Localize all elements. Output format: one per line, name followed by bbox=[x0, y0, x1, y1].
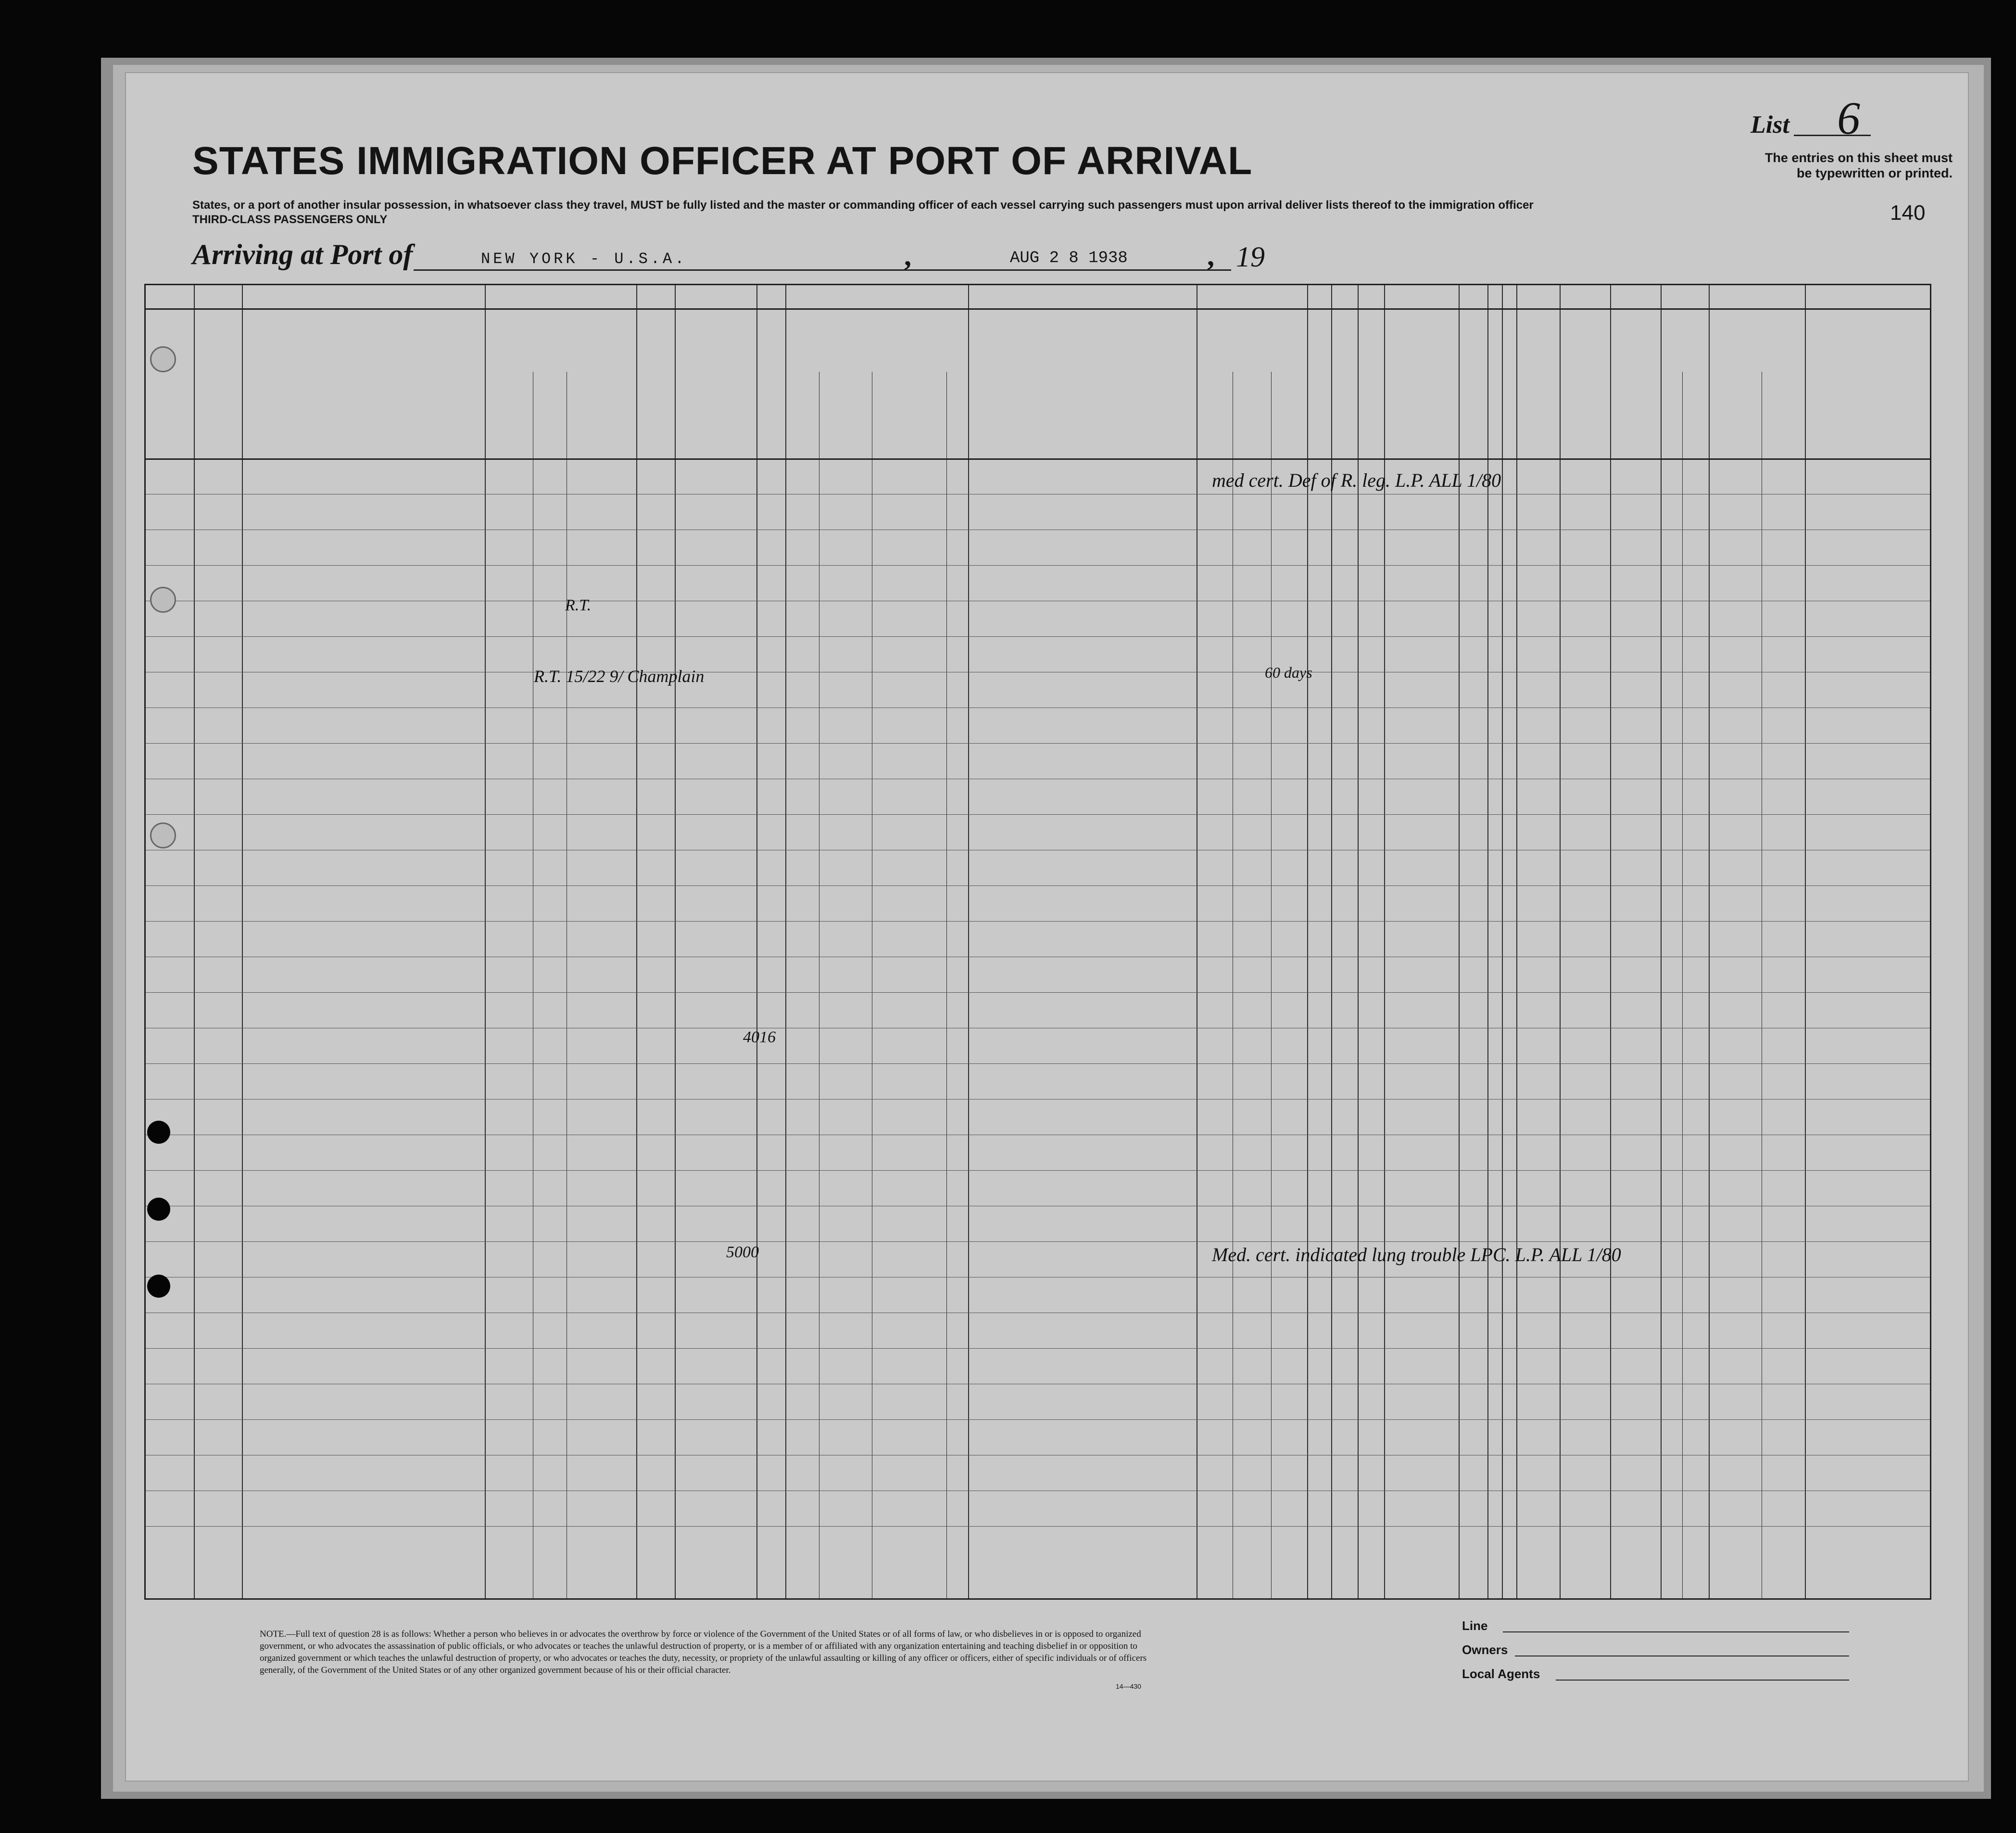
handwritten-note-row-22: Med. cert. indicated lung trouble LPC. L.P. ALL 1/80 bbox=[1212, 1244, 1621, 1265]
header-purpose-citizen bbox=[1275, 314, 1304, 454]
punch-hole bbox=[150, 587, 176, 613]
column-divider bbox=[675, 285, 676, 1598]
header-polygamist bbox=[1334, 314, 1353, 454]
year-label: 19 bbox=[1236, 241, 1265, 273]
header-anarchist bbox=[1360, 314, 1379, 454]
row-rule bbox=[146, 565, 1930, 566]
row-rule bbox=[146, 1419, 1930, 1420]
row-rule bbox=[146, 992, 1930, 993]
punch-hole bbox=[147, 1121, 170, 1144]
instruction-line-1: The entries on this sheet must bbox=[1764, 151, 1953, 165]
row-rule bbox=[146, 1348, 1930, 1349]
column-divider bbox=[1661, 285, 1662, 1598]
arrival-port: NEW YORK - U.S.A. bbox=[481, 250, 687, 268]
subcolumn-divider bbox=[946, 372, 947, 1598]
column-divider bbox=[242, 285, 243, 1598]
line-label: Line bbox=[1462, 1618, 1488, 1633]
question-28-note: NOTE.—Full text of question 28 is as follows: Whether a person who believes in or advocates the overthrow by force or violence of the Government of the United States or of all forms of law, or who disbelieves in or is opposed to organized government, or who advocates the assassination of public officials, or who advocates or teaches the unlawful destruction of property, or is a member of or affiliated with any organization entertaining and teaching disbelief in or opposition to organized government or which teaches the unlawful destruction of property, or who advocates or teaches the duty, necessity, or propriety of the unlawful assaulting or killing of any officer or officers, either of specific individuals or of officers generally, of the Government of the United States or of any other organized government because of his or their official character. bbox=[260, 1629, 1147, 1675]
handwritten-note-row-6-stay: 60 days bbox=[1265, 664, 1312, 681]
separator-comma: , bbox=[1207, 240, 1214, 272]
owners-label: Owners bbox=[1462, 1643, 1508, 1657]
row-rule bbox=[146, 1241, 1930, 1242]
line-underline bbox=[1503, 1631, 1849, 1632]
arriving-underline bbox=[414, 269, 1231, 271]
handwritten-note-row-1: med cert. Def of R. leg. L.P. ALL 1/80 bbox=[1212, 469, 1501, 491]
row-rule bbox=[146, 1063, 1930, 1064]
column-divider bbox=[1502, 285, 1503, 1598]
row-rule bbox=[146, 814, 1930, 815]
header-bottom-rule bbox=[146, 458, 1930, 460]
row-rule bbox=[146, 1099, 1930, 1100]
manifest-table bbox=[144, 284, 1931, 1600]
row-rule bbox=[146, 1526, 1930, 1527]
subcolumn-divider bbox=[1682, 372, 1683, 1598]
header-possession-50 bbox=[759, 314, 783, 454]
column-divider bbox=[1709, 285, 1710, 1598]
header-purpose-return bbox=[1201, 314, 1228, 454]
header-deported-31 bbox=[1504, 314, 1515, 454]
row-rule bbox=[146, 921, 1930, 922]
column-divider bbox=[1560, 285, 1561, 1598]
arrival-date-stamp: AUG 2 8 1938 bbox=[1010, 249, 1128, 267]
page-stamp-number: 140 bbox=[1890, 201, 1926, 225]
page-title: STATES IMMIGRATION OFFICER AT PORT OF ARRIVAL bbox=[192, 139, 1253, 183]
column-divider bbox=[968, 285, 969, 1598]
page-subtitle bbox=[192, 198, 1827, 227]
row-rule bbox=[146, 1170, 1930, 1171]
punch-hole bbox=[150, 822, 176, 848]
header-purpose-length bbox=[1237, 314, 1266, 454]
form-number: 14—430 bbox=[1116, 1682, 1141, 1690]
handwritten-note-row-6: R.T. 15/22 9/ Champlain bbox=[534, 667, 705, 686]
list-number: 6 bbox=[1837, 92, 1860, 144]
header-deported-30 bbox=[1490, 314, 1500, 454]
separator-comma: , bbox=[904, 240, 911, 272]
column-divider bbox=[1610, 285, 1611, 1598]
column-divider bbox=[785, 285, 786, 1598]
column-divider bbox=[1805, 285, 1806, 1598]
punch-hole bbox=[147, 1275, 170, 1298]
list-label: List bbox=[1751, 111, 1789, 139]
header-labor-offer bbox=[1461, 314, 1485, 454]
header-overthrow bbox=[1386, 314, 1456, 454]
handwritten-note-row-4: R.T. bbox=[565, 596, 592, 614]
column-number-rule bbox=[146, 308, 1930, 310]
handwritten-cash-row-22: 5000 bbox=[726, 1243, 759, 1261]
header-prison bbox=[1310, 314, 1329, 454]
local-agents-underline bbox=[1556, 1680, 1849, 1681]
arriving-at-port-label: Arriving at Port of bbox=[192, 239, 413, 270]
punch-hole bbox=[147, 1198, 170, 1221]
row-rule bbox=[146, 636, 1930, 637]
handwritten-cash-row-16: 4016 bbox=[743, 1028, 776, 1046]
punch-hole bbox=[150, 346, 176, 372]
subtitle-line-1: States, or a port of another insular possession, in whatsoever class they travel, MUST be fully listed and the master or commanding officer of each vessel carrying such passengers must upon arrival deliver lists thereof to the immigration officer bbox=[192, 199, 1534, 212]
column-divider bbox=[636, 285, 637, 1598]
subcolumn-divider bbox=[1271, 372, 1272, 1598]
subtitle-line-2: THIRD-CLASS PASSENGERS ONLY bbox=[192, 213, 388, 226]
row-rule bbox=[146, 885, 1930, 886]
column-divider bbox=[756, 285, 757, 1598]
row-rule bbox=[146, 743, 1930, 744]
local-agents-label: Local Agents bbox=[1462, 1667, 1540, 1681]
sheet-instructions bbox=[1702, 150, 1953, 181]
instruction-line-2: be typewritten or printed. bbox=[1796, 166, 1953, 180]
column-divider bbox=[485, 285, 486, 1598]
column-divider bbox=[194, 285, 195, 1598]
header-ticket bbox=[641, 314, 670, 454]
column-divider bbox=[1516, 285, 1517, 1598]
